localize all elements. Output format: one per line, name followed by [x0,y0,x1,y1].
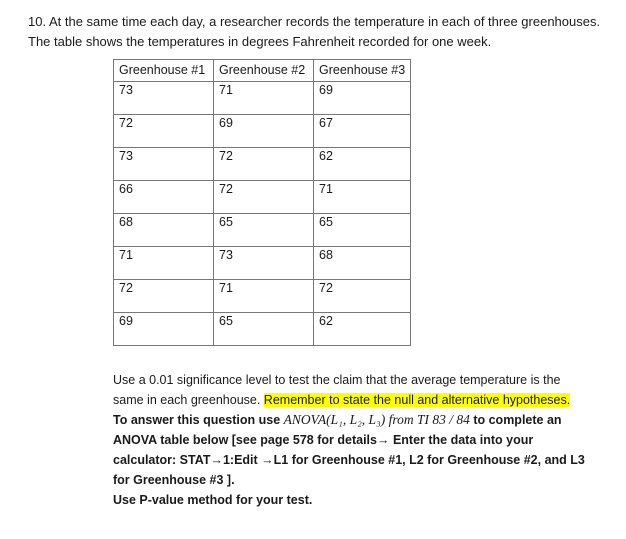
header-greenhouse-3: Greenhouse #3 [314,60,411,82]
answer-details: to complete an ANOVA table below [see page 578 for details→ Enter the data into your calculator: STAT→1:Edit →L1 for Greenhouse #1, L2 for Greenhouse #2, and L3 for Greenhouse #3 ]. [113,413,585,487]
table-cell: 71 [314,181,411,214]
table-cell: 65 [214,214,314,247]
table-cell: 72 [114,115,214,148]
table-cell: 71 [114,247,214,280]
instructions-block [113,370,593,510]
answer-paragraph [113,410,593,490]
table-cell: 66 [114,181,214,214]
table-cell: 67 [314,115,411,148]
table-cell: 73 [114,148,214,181]
table-row [114,280,411,313]
method-note: Use P-value method for your test. [113,493,313,507]
table-row [114,214,411,247]
table-cell: 72 [214,181,314,214]
header-greenhouse-1: Greenhouse #1 [114,60,214,82]
table-header-row [114,60,411,82]
table-row [114,247,411,280]
table-cell: 69 [114,313,214,346]
table-cell: 73 [214,247,314,280]
table-cell: 71 [214,280,314,313]
table-row [114,148,411,181]
table-row [114,82,411,115]
table-cell: 71 [214,82,314,115]
anova-formula: ANOVA(L₁, L₂, L₃) from TI 83 / 84 [283,412,470,427]
hypotheses-reminder: Remember to state the null and alternative hypotheses. [263,393,571,407]
table-cell: 69 [214,115,314,148]
table-cell: 68 [314,247,411,280]
table-row [114,313,411,346]
answer-prefix: To answer this question use [113,413,284,427]
table-cell: 65 [214,313,314,346]
table-cell: 72 [214,148,314,181]
table-cell: 72 [114,280,214,313]
table-cell: 72 [314,280,411,313]
table-cell: 69 [314,82,411,115]
header-greenhouse-2: Greenhouse #2 [214,60,314,82]
table-cell: 65 [314,214,411,247]
claim-text: Use a 0.01 significance level to test the claim that the average temperature is the same in each greenhouse. [113,373,561,407]
table-cell: 68 [114,214,214,247]
table-row [114,181,411,214]
problem-statement: 10. At the same time each day, a researcher records the temperature in each of three greenhouses. The table shows the temperatures in degrees Fahrenheit recorded for one week. [28,14,601,49]
claim-paragraph [113,370,593,410]
table-cell: 62 [314,313,411,346]
temperature-table [113,59,411,346]
table-row [114,115,411,148]
table-cell: 62 [314,148,411,181]
table-cell: 73 [114,82,214,115]
